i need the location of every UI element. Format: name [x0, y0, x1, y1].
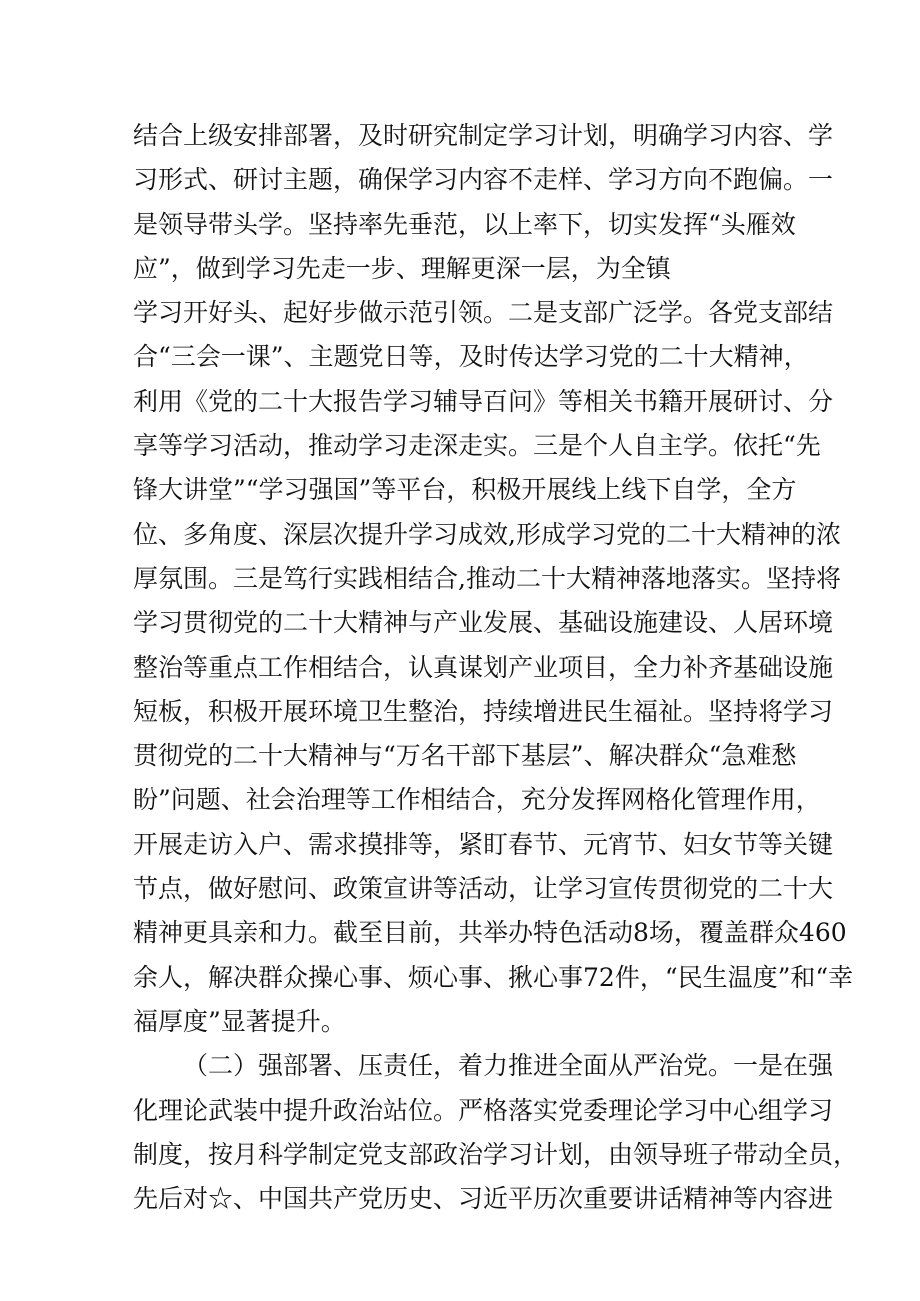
- text-line: 整治等重点工作相结合，认真谋划产业项目，全力补齐基础设施: [133, 652, 834, 682]
- text-line: 短板，积极开展环境卫生整治，持续增进民生福祉。坚持将学习: [133, 696, 834, 726]
- body-text: [133, 114, 859, 1221]
- text-line: 先后对☆、中国共产党历史、习近平历次重要讲话精神等内容进: [133, 1184, 834, 1214]
- text-line: 合“三会一课”、主题党日等，及时传达学习党的二十大精神，: [133, 342, 809, 372]
- text-line: 利用《党的二十大报告学习辅导百问》等相关书籍开展研讨、分: [133, 386, 834, 416]
- text-line: 享等学习活动，推动学习走深走实。三是个人自主学。依托“先: [133, 431, 821, 461]
- text-line: 学习贯彻党的二十大精神与产业发展、基础设施建设、人居环境: [133, 608, 834, 638]
- text-line: 节点，做好慰问、政策宣讲等活动，让学习宣传贯彻党的二十大: [133, 874, 834, 904]
- text-line: 余人，解决群众操心事、烦心事、揪心事72件，“民生温度”和“幸: [133, 962, 854, 992]
- section-heading-line: （二）强部署、压责任，着力推进全面从严治党。一是在强: [183, 1051, 834, 1081]
- text-line: 学习开好头、起好步做示范引领。二是支部广泛学。各党支部结: [133, 298, 834, 328]
- text-line: 习形式、研讨主题，确保学习内容不走样、学习方向不跑偏。一: [133, 165, 834, 195]
- text-line: 结合上级安排部署，及时研究制定学习计划，明确学习内容、学: [133, 121, 834, 150]
- text-line: 制度，按月科学制定党支部政治学习计划，由领导班子带动全员，: [133, 1139, 859, 1169]
- text-line: 应”，做到学习先走一步、理解更深一层，为全镇: [133, 253, 671, 283]
- text-line: 位、多角度、深层次提升学习成效,形成学习党的二十大精神的浓: [133, 519, 841, 549]
- text-line: 精神更具亲和力。截至目前，共举办特色活动8场，覆盖群众460: [133, 918, 847, 948]
- text-line: 厚氛围。三是笃行实践相结合,推动二十大精神落地落实。坚持将: [133, 563, 841, 593]
- text-line: 是领导带头学。坚持率先垂范，以上率下，切实发挥“头雁效: [133, 209, 796, 239]
- text-line: 开展走访入户、需求摸排等，紧盯春节、元宵节、妇女节等关键: [133, 829, 834, 859]
- text-line: 贯彻党的二十大精神与“万名干部下基层”、解决群众“急难愁: [133, 741, 797, 771]
- text-line: 盼”问题、社会治理等工作相结合，充分发挥网格化管理作用，: [133, 785, 821, 815]
- text-line: 锋大讲堂”“学习强国”等平台，积极开展线上线下自学，全方: [133, 475, 797, 505]
- text-line: 福厚度”显著提升。: [133, 1006, 346, 1036]
- text-line: 化理论武装中提升政治站位。严格落实党委理论学习中心组学习: [133, 1095, 834, 1125]
